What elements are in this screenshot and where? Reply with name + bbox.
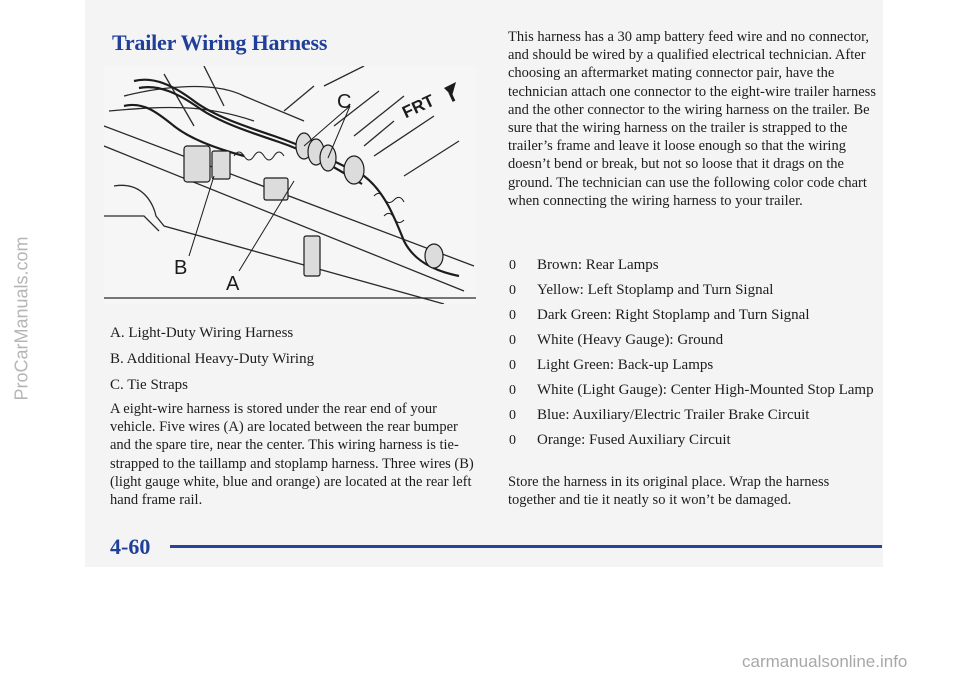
list-item	[508, 256, 878, 274]
front-direction-label: FRT	[399, 90, 438, 123]
side-watermark: ProCarManuals.com	[11, 236, 32, 401]
list-item	[508, 431, 878, 449]
bullet-glyph: 0	[509, 433, 516, 448]
storage-paragraph: Store the harness in its original place. Wrap the harness together and tie it neatly so it won’t be damaged.	[508, 474, 830, 509]
list-item-text: Brown: Rear Lamps	[537, 257, 659, 273]
harness-illustration	[104, 66, 476, 304]
bullet-glyph: 0	[509, 283, 516, 298]
harness-drawing	[104, 66, 476, 304]
color-code-list	[508, 256, 878, 456]
harness-location-paragraph: A eight-wire harness is stored under the rear end of your vehicle. Five wires (A) are located between the rear bumper and the spare tire, near the center. This wiring harness is tie-strapped to the taillamp and stoplamp harness. Three wires (B) (light gauge white, blue and orange) are located at the rear left hand frame rail.	[110, 401, 474, 509]
list-item	[508, 381, 878, 399]
page-number: 4-60	[110, 534, 151, 559]
bullet-glyph: 0	[509, 408, 516, 423]
list-item	[508, 306, 878, 324]
page-title: Trailer Wiring Harness	[112, 30, 328, 55]
bullet-glyph: 0	[509, 258, 516, 273]
bullet-glyph: 0	[509, 358, 516, 373]
harness-description-paragraph: This harness has a 30 amp battery feed wire and no connector, and should be wired by a qualified electrical technician. After choosing an aftermarket mating connector pair, have the technician attach one connector to the eight-wire trailer harness and the other connector to the wiring harness on the trailer. Be sure that the wiring harness on the trailer is strapped to the trailer’s frame and leave it loose enough so that the wiring doesn’t bend or break, but not so loose that it drags on the ground. The technician can use the following color code chart when connecting the wiring harness to your trailer.	[508, 29, 876, 209]
legend-item-a: A. Light-Duty Wiring Harness	[110, 325, 294, 341]
footer-rule	[170, 545, 882, 548]
list-item-text: Orange: Fused Auxiliary Circuit	[537, 432, 731, 448]
bullet-glyph: 0	[509, 333, 516, 348]
figure-legend	[110, 324, 480, 402]
list-item-text: Blue: Auxiliary/Electric Trailer Brake Circuit	[537, 407, 810, 423]
list-item	[508, 356, 878, 374]
callout-a: A	[226, 273, 240, 295]
bullet-glyph: 0	[509, 383, 516, 398]
bullet-glyph: 0	[509, 308, 516, 323]
callout-c: C	[337, 91, 352, 113]
list-item	[508, 331, 878, 349]
legend-item-b: B. Additional Heavy-Duty Wiring	[110, 351, 315, 367]
list-item-text: White (Light Gauge): Center High-Mounted Stop Lamp	[537, 382, 874, 398]
list-item	[508, 281, 878, 299]
list-item-text: Light Green: Back-up Lamps	[537, 357, 714, 373]
footer-watermark: carmanualsonline.info	[742, 652, 908, 671]
list-item-text: Yellow: Left Stoplamp and Turn Signal	[537, 282, 774, 298]
callout-b: B	[174, 257, 188, 279]
legend-item-c: C. Tie Straps	[110, 377, 188, 393]
list-item-text: White (Heavy Gauge): Ground	[537, 332, 724, 348]
list-item	[508, 406, 878, 424]
list-item-text: Dark Green: Right Stoplamp and Turn Signal	[537, 307, 810, 323]
